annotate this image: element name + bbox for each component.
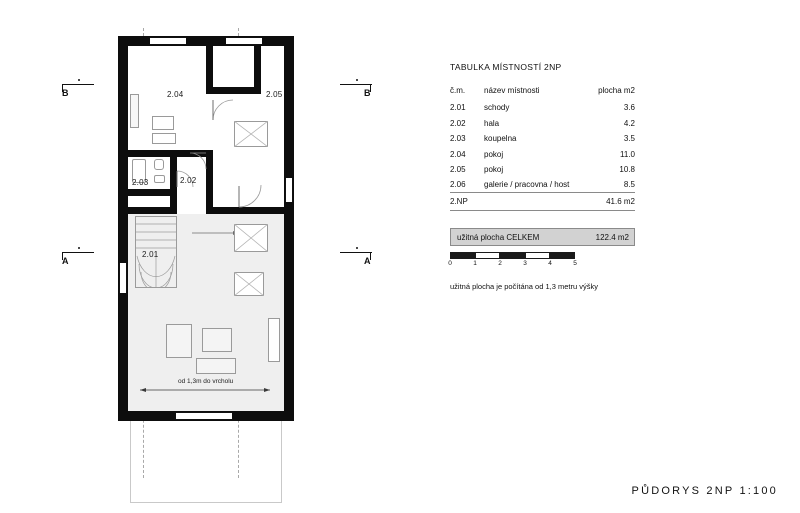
section-label-b-left: B [62, 88, 69, 98]
celkem-label: užitná plocha CELKEM [457, 232, 540, 242]
section-label-a-right: A [364, 256, 371, 266]
table-row [450, 100, 635, 115]
total-area-banner [450, 228, 635, 246]
scale-tick: 4 [548, 260, 552, 267]
scale-bar-ticks [450, 260, 600, 270]
cell-number: 2.04 [450, 149, 466, 159]
cell-area: 10.8 [619, 164, 635, 174]
cell-area: 11.0 [620, 149, 635, 159]
cell-name: schody [484, 103, 510, 113]
table-row [450, 131, 635, 146]
total-label: 2.NP [450, 193, 484, 211]
floor-plan [110, 28, 340, 478]
sheet-title: PŮDORYS 2NP 1:100 [631, 485, 778, 497]
section-label-a-left: A [62, 256, 69, 266]
scale-tick: 1 [473, 260, 477, 267]
room-label-2-04: 2.04 [167, 90, 184, 99]
table-total-row [450, 193, 635, 211]
cell-name: pokoj [484, 149, 504, 159]
scale-bar-segments [450, 252, 595, 259]
area-calculation-note: užitná plocha je počítána od 1,3 metru výšky [450, 282, 599, 291]
cell-number: 2.03 [450, 134, 466, 144]
header-name: název místnosti [484, 86, 540, 96]
cell-name: galerie / pracovna / host [484, 180, 570, 190]
cell-name: pokoj [484, 164, 504, 174]
scale-seg-4 [550, 252, 575, 259]
cell-name: koupelna [484, 134, 517, 144]
scale-bar [450, 252, 600, 270]
cell-name: hala [484, 118, 500, 128]
scale-tick: 5 [573, 260, 577, 267]
room-label-2-02: 2.02 [180, 176, 197, 185]
cell-area: 4.2 [623, 118, 635, 128]
cell-number: 2.06 [450, 180, 466, 190]
header-number: č.m. [450, 86, 466, 96]
scale-seg-2 [500, 252, 525, 259]
scale-tick: 3 [523, 260, 527, 267]
total-area: 41.6 m2 [589, 193, 635, 211]
cell-area: 3.6 [623, 103, 635, 113]
scale-seg-1 [475, 252, 500, 259]
room-label-2-03: 2.03 [132, 178, 149, 187]
header-area: plocha m2 [598, 86, 635, 96]
table-row [450, 146, 635, 161]
dimension-note: od 1,3m do vrcholu [178, 378, 234, 385]
scale-tick: 0 [448, 260, 452, 267]
room-label-2-01: 2.01 [142, 250, 159, 259]
table-row [450, 116, 635, 131]
room-table-title: TABULKA MÍSTNOSTÍ 2NP [450, 62, 562, 72]
section-label-b-right: B [364, 88, 371, 98]
table-row [450, 177, 635, 193]
room-table [450, 83, 635, 211]
scale-seg-3 [525, 252, 550, 259]
celkem-area: 122.4 m2 [595, 232, 629, 242]
room-label-2-05: 2.05 [266, 90, 283, 99]
total-spacer [484, 193, 589, 211]
scale-tick: 2 [498, 260, 502, 267]
table-header-row [450, 83, 635, 100]
table-row [450, 162, 635, 177]
cell-number: 2.05 [450, 164, 466, 174]
cell-number: 2.02 [450, 118, 466, 128]
cell-number: 2.01 [450, 103, 466, 113]
cell-area: 3.5 [623, 134, 635, 144]
scale-seg-0 [450, 252, 475, 259]
room-table-panel [450, 62, 750, 246]
cell-area: 8.5 [623, 180, 635, 190]
